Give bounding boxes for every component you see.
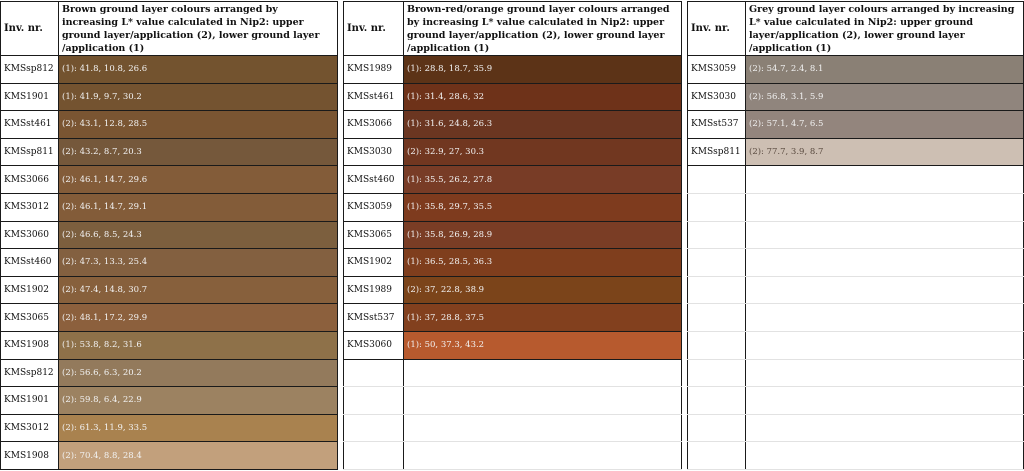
empty-cell [688,221,746,249]
empty-cell [746,276,1024,304]
colour-value-cell: (1): 36.5, 28.5, 36.3 [404,249,682,277]
empty-row [688,387,1024,415]
empty-row [688,221,1024,249]
colour-value-cell: (2): 54.7, 2.4, 8.1 [746,56,1024,84]
table-row [1,276,338,304]
empty-cell [746,442,1024,470]
header-row [1,2,338,56]
empty-row [688,304,1024,332]
inv-nr-header: Inv. nr. [688,2,746,56]
colour-value-cell: (2): 77.7, 3.9, 8.7 [746,138,1024,166]
inv-nr-cell: KMS1989 [344,276,404,304]
table-row [688,111,1024,139]
grey-colours-table [687,1,1024,470]
empty-row [688,414,1024,442]
table-row [344,83,682,111]
colour-value-cell: (1): 37, 28.8, 37.5 [404,304,682,332]
table-row [344,166,682,194]
empty-row [344,387,682,415]
inv-nr-cell: KMS3030 [688,83,746,111]
empty-cell [688,304,746,332]
empty-row [688,249,1024,277]
table-row [1,138,338,166]
table-row [344,249,682,277]
inv-nr-cell: KMS1901 [1,387,59,415]
table-row [1,442,338,470]
inv-nr-cell: KMS3012 [1,414,59,442]
header-row [344,2,682,56]
empty-cell [746,221,1024,249]
empty-cell [746,304,1024,332]
table-row [344,111,682,139]
inv-nr-header: Inv. nr. [344,2,404,56]
inv-nr-cell: KMS1908 [1,442,59,470]
colour-value-cell: (2): 46.6, 8.5, 24.3 [59,221,338,249]
empty-row [688,331,1024,359]
table-row [344,193,682,221]
description-header: Brown ground layer colours arranged by increasing L* value calculated in Nip2: upper ground layer/application (2), lower ground layer /application (1) [59,2,338,56]
inv-nr-cell: KMS3066 [344,111,404,139]
colour-value-cell: (1): 31.4, 28.6, 32 [404,83,682,111]
table-row [1,56,338,84]
empty-cell [746,249,1024,277]
description-header: Brown-red/orange ground layer colours arranged by increasing L* value calculated in Nip2: upper ground layer/application (2), lower ground layer /application (1) [404,2,682,56]
empty-cell [688,331,746,359]
empty-cell [688,249,746,277]
table-row [344,221,682,249]
table-row [1,193,338,221]
colour-value-cell: (1): 41.8, 10.8, 26.6 [59,56,338,84]
description-header: Grey ground layer colours arranged by increasing L* value calculated in Nip2: upper ground layer/application (2), lower ground layer /application (1) [746,2,1024,56]
colour-value-cell: (1): 35.8, 26.9, 28.9 [404,221,682,249]
inv-nr-cell: KMS1902 [1,276,59,304]
inv-nr-cell: KMS1901 [1,83,59,111]
colour-value-cell: (2): 57.1, 4.7, 6.5 [746,111,1024,139]
table-row [688,56,1024,84]
colour-value-cell: (2): 46.1, 14.7, 29.6 [59,166,338,194]
table-row [1,387,338,415]
colour-value-cell: (2): 70.4, 8.8, 28.4 [59,442,338,470]
inv-nr-cell: KMS3012 [1,193,59,221]
table-row [344,276,682,304]
colour-value-cell: (2): 46.1, 14.7, 29.1 [59,193,338,221]
colour-value-cell: (1): 41.9, 9.7, 30.2 [59,83,338,111]
inv-nr-cell: KMSsp812 [1,359,59,387]
empty-cell [746,359,1024,387]
empty-row [688,359,1024,387]
empty-cell [746,387,1024,415]
inv-nr-cell: KMS3059 [344,193,404,221]
empty-cell [344,442,404,470]
inv-nr-cell: KMSst460 [344,166,404,194]
table-row [1,221,338,249]
colour-value-cell: (2): 37, 22.8, 38.9 [404,276,682,304]
inv-nr-cell: KMSst461 [1,111,59,139]
header-row [688,2,1024,56]
table-row [344,331,682,359]
empty-cell [404,414,682,442]
empty-cell [404,442,682,470]
table-row [1,304,338,332]
empty-cell [344,387,404,415]
table-row [1,83,338,111]
inv-nr-cell: KMS3060 [344,331,404,359]
table-row [344,56,682,84]
table-row [688,83,1024,111]
brown-red-orange-colours-table [343,1,682,470]
empty-cell [688,387,746,415]
empty-cell [746,166,1024,194]
colour-value-cell: (2): 61.3, 11.9, 33.5 [59,414,338,442]
inv-nr-cell: KMS3059 [688,56,746,84]
empty-cell [688,193,746,221]
table-row [1,249,338,277]
inv-nr-cell: KMS1989 [344,56,404,84]
empty-row [688,442,1024,470]
colour-value-cell: (2): 32.9, 27, 30.3 [404,138,682,166]
table-row [1,166,338,194]
table-row [344,138,682,166]
table-row [1,111,338,139]
inv-nr-cell: KMS3066 [1,166,59,194]
inv-nr-cell: KMSst460 [1,249,59,277]
empty-cell [688,414,746,442]
colour-value-cell: (1): 53.8, 8.2, 31.6 [59,331,338,359]
inv-nr-cell: KMSsp811 [688,138,746,166]
inv-nr-cell: KMSst537 [688,111,746,139]
empty-cell [746,193,1024,221]
colour-value-cell: (1): 35.5, 26.2, 27.8 [404,166,682,194]
inv-nr-cell: KMS3060 [1,221,59,249]
inv-nr-cell: KMSsp812 [1,56,59,84]
colour-value-cell: (1): 50, 37.3, 43.2 [404,331,682,359]
empty-cell [688,276,746,304]
colour-value-cell: (2): 43.2, 8.7, 20.3 [59,138,338,166]
table-row [1,331,338,359]
empty-cell [688,166,746,194]
brown-colours-table [0,1,338,470]
empty-cell [344,414,404,442]
colour-value-cell: (2): 59.8, 6.4, 22.9 [59,387,338,415]
colour-value-cell: (2): 56.6, 6.3, 20.2 [59,359,338,387]
empty-cell [404,359,682,387]
table-row [688,138,1024,166]
empty-row [344,414,682,442]
inv-nr-cell: KMS3065 [1,304,59,332]
colour-value-cell: (2): 47.3, 13.3, 25.4 [59,249,338,277]
colour-value-cell: (2): 47.4, 14.8, 30.7 [59,276,338,304]
empty-cell [344,359,404,387]
empty-row [344,442,682,470]
colour-value-cell: (1): 31.6, 24.8, 26.3 [404,111,682,139]
inv-nr-cell: KMSst537 [344,304,404,332]
colour-value-cell: (2): 43.1, 12.8, 28.5 [59,111,338,139]
empty-row [688,276,1024,304]
inv-nr-cell: KMS3065 [344,221,404,249]
empty-cell [404,387,682,415]
empty-row [688,193,1024,221]
colour-value-cell: (1): 28.8, 18.7, 35.9 [404,56,682,84]
inv-nr-cell: KMS3030 [344,138,404,166]
colour-value-cell: (2): 56.8, 3.1, 5.9 [746,83,1024,111]
empty-cell [746,414,1024,442]
empty-row [344,359,682,387]
table-row [1,414,338,442]
colour-value-cell: (2): 48.1, 17.2, 29.9 [59,304,338,332]
inv-nr-cell: KMS1902 [344,249,404,277]
empty-row [688,166,1024,194]
inv-nr-cell: KMSsp811 [1,138,59,166]
table-row [344,304,682,332]
inv-nr-header: Inv. nr. [1,2,59,56]
colour-value-cell: (1): 35.8, 29.7, 35.5 [404,193,682,221]
empty-cell [746,331,1024,359]
inv-nr-cell: KMSst461 [344,83,404,111]
empty-cell [688,442,746,470]
inv-nr-cell: KMS1908 [1,331,59,359]
empty-cell [688,359,746,387]
table-row [1,359,338,387]
